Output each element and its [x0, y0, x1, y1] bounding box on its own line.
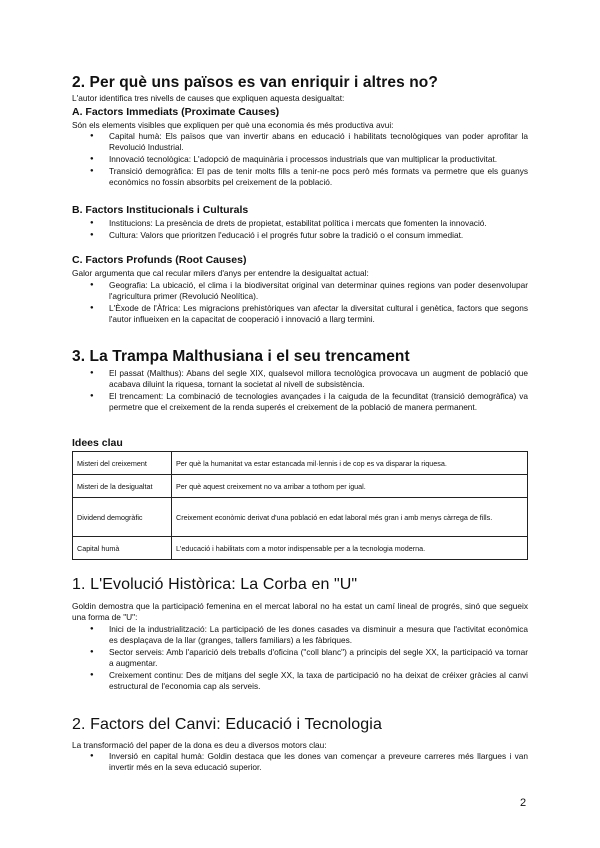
subheading-immediate-factors: A. Factors Immediats (Proximate Causes): [72, 106, 280, 118]
term-cell: Capital humà: [73, 537, 172, 560]
page-number: 2: [520, 797, 527, 809]
list-item: ● Creixement continu: Des de mitjans del segle XX, la taxa de participació no ha deixat de créixer gràcies al canvi estructural de l'economia cap als serveis.: [72, 670, 528, 692]
subheading-root-causes: C. Factors Profunds (Root Causes): [72, 254, 247, 266]
list-item: ● Institucions: La presència de drets de propietat, estabilitat política i mercats que fomenten la innovació.: [72, 218, 528, 229]
institutional-factors-list: [72, 218, 528, 242]
subsection-intro: Galor argumenta que cal recular milers d'anys per entendre la desigualtat actual:: [72, 268, 369, 278]
section-intro: L'autor identifica tres nivells de causes que expliquen aquesta desigualtat:: [72, 93, 345, 103]
subheading-institutional-factors: B. Factors Institucionals i Culturals: [72, 204, 249, 216]
table-row: [73, 537, 528, 560]
list-item: ● Inici de la industrialització: La participació de les dones casades va disminuir a mesura que l'activitat econòmica es desplaçava de la llar (granges, tallers familiars) a les fàbriques.: [72, 624, 528, 646]
change-factors-list: [72, 751, 528, 774]
definition-cell: Per què aquest creixement no va arribar a tothom per igual.: [172, 475, 528, 498]
malthusian-list: [72, 368, 528, 414]
key-ideas-table: [72, 451, 528, 560]
section-intro: La transformació del paper de la dona es deu a diversos motors clau:: [72, 740, 327, 750]
list-item: ● Innovació tecnològica: L'adopció de maquinària i processos industrials que van multiplicar la productivitat.: [72, 154, 528, 165]
root-causes-list: [72, 280, 528, 326]
list-item: ● Cultura: Valors que prioritzen l'educació i el progrés futur sobre la tradició o el consum immediat.: [72, 230, 528, 241]
list-item: ● L'Èxode de l'Àfrica: Les migracions prehistòriques van afectar la diversitat cultural i genètica, factors que segons l'autor influeixen en la capacitat de cooperació i innovació a llarg termini.: [72, 303, 528, 325]
term-cell: Dividend demogràfic: [73, 498, 172, 537]
list-item: ● El trencament: La combinació de tecnologies avançades i la caiguda de la fecunditat (transició demogràfica) va permetre que el creixement de la renda superés el creixement de la població de manera permanent.: [72, 391, 528, 413]
list-item: ● El passat (Malthus): Abans del segle XIX, qualsevol millora tecnològica provocava un augment de població que acabava diluint la riquesa, tornant la societat al nivell de subsistència.: [72, 368, 528, 390]
table-row: [73, 498, 528, 537]
table-row: [73, 452, 528, 475]
list-item: ● Transició demogràfica: El pas de tenir molts fills a tenir-ne pocs però més formats va permetre que els guanys econòmics no fossin absorbits pel creixement de la població.: [72, 166, 528, 188]
term-cell: Misteri de la desigualtat: [73, 475, 172, 498]
section-heading-change-factors: 2. Factors del Canvi: Educació i Tecnologia: [72, 716, 382, 733]
list-item: ● Inversió en capital humà: Goldin destaca que les dones van començar a preveure carreres més llargues i van invertir més en la seva educació superior.: [72, 751, 528, 773]
section-heading-u-curve: 1. L'Evolució Històrica: La Corba en "U": [72, 576, 358, 593]
table-row: [73, 475, 528, 498]
definition-cell: Creixement econòmic derivat d'una població en edat laboral més gran i amb menys càrrega de fills.: [172, 498, 528, 537]
definition-cell: L'educació i habilitats com a motor indispensable per a la tecnologia moderna.: [172, 537, 528, 560]
u-curve-list: [72, 624, 528, 693]
list-item: ● Sector serveis: Amb l'aparició dels treballs d'oficina ("coll blanc") a principis del segle XX, la participació va tornar a augmentar.: [72, 647, 528, 669]
immediate-factors-list: [72, 131, 528, 189]
key-ideas-heading: Idees clau: [72, 437, 123, 449]
definition-cell: Per què la humanitat va estar estancada mil·lennis i de cop es va disparar la riquesa.: [172, 452, 528, 475]
list-item: ● Capital humà: Els països que van invertir abans en educació i habilitats tecnològiques van poder aprofitar la Revolució Industrial.: [72, 131, 528, 153]
section-heading-malthusian-trap: 3. La Trampa Malthusiana i el seu trencament: [72, 348, 410, 365]
subsection-intro: Són els elements visibles que expliquen per què una economia és més productiva avui:: [72, 120, 394, 130]
section-heading-wealth-causes: 2. Per què uns països es van enriquir i altres no?: [72, 74, 438, 91]
section-intro: Goldin demostra que la participació femenina en el mercat laboral no ha estat un camí lineal de progrés, sinó que segueix una forma de "U":: [72, 601, 528, 622]
term-cell: Misteri del creixement: [73, 452, 172, 475]
list-item: ● Geografia: La ubicació, el clima i la biodiversitat original van determinar quines regions van poder desenvolupar l'agricultura primer (Revolució Neolítica).: [72, 280, 528, 302]
